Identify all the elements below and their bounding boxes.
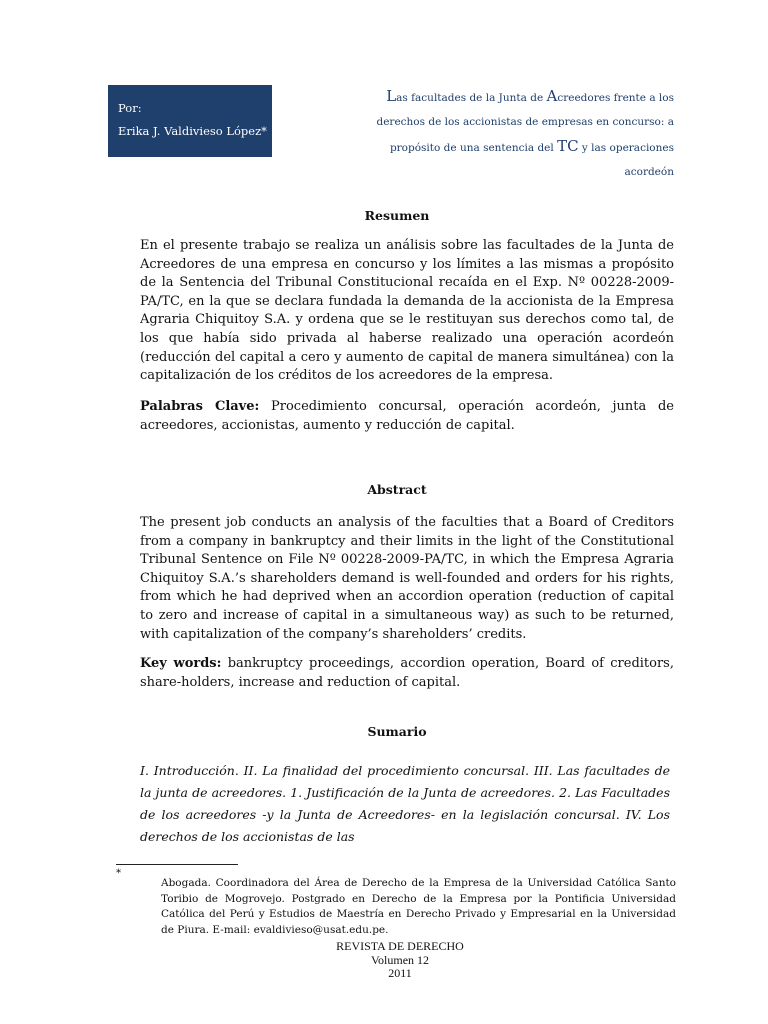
abstract-body: The present job conducts an analysis of the faculties that a Board of Creditors from a company in bankruptcy and their limits in the light of the Constitutional Tribunal Sentence on File Nº 00228-2009-PA/TC, in which the Empresa Agraria Chiquitoy S.A.’s shareholders demand is well-founded and orders for his rights, from which he had deprived when an accordion operation (reduction of capital to zero and increase of capital in a simultaneous way) as such to be returned, with capitalization of the company’s shareholders’ credits. xyxy=(140,515,674,642)
title-line-1 xyxy=(330,84,674,110)
abstract-keywords-label: Key words: xyxy=(140,656,222,671)
author-label: Por: xyxy=(118,101,142,115)
author-box xyxy=(108,85,272,157)
title-text-3: propósito de una sentencia del xyxy=(389,142,558,154)
title-tc: TC xyxy=(557,137,579,155)
author-name: Erika J. Valdivieso López* xyxy=(118,124,267,138)
article-title xyxy=(330,84,674,184)
resumen-keywords-label: Palabras Clave: xyxy=(140,399,260,414)
footnote-separator xyxy=(116,864,238,865)
journal-footer xyxy=(250,940,550,981)
title-text-2: creedores frente a los xyxy=(557,92,674,104)
sumario-body: I. Introducción. II. La finalidad del procedimiento concursal. III. Las facultades de la junta de acreedores. 1. Justificación de la Junta de acreedores. 2. Las Facultades de los acreedores -y la Junta de Acreedores- en la legislación concursal. IV. Los derechos de los accionistas de las xyxy=(140,763,670,844)
title-initial-a: A xyxy=(546,87,558,105)
footnote-mark: * xyxy=(116,868,121,879)
abstract-keywords-text: bankruptcy proceedings, accordion operation, Board of creditors, share-holders, increase and reduction of capital. xyxy=(140,656,674,690)
footnote-text: Abogada. Coordinadora del Área de Derecho de la Empresa de la Universidad Católica Santo Toribio de Mogrovejo. Postgrado en Derecho de la Empresa por la Pontificia Universidad Católica del Perú y Estudios de Maestría en Derecho Privado y Empresarial en la Universidad de Piura. E-mail: evaldivieso@usat.edu.pe. xyxy=(161,877,676,936)
title-text-1: as facultades de la Junta de xyxy=(396,92,547,104)
title-initial-l: L xyxy=(386,87,397,105)
resumen-keywords xyxy=(140,398,674,435)
resumen-body: En el presente trabajo se realiza un análisis sobre las facultades de la Junta de Acreedores de una empresa en concurso y los límites a las mismas a propósito de la Sentencia del Tribunal Constitucional recaída en el Exp. Nº 00228-2009-PA/TC, en la que se declara fundada la demanda de la accionista de la Empresa Agraria Chiquitoy S.A. y ordena que se le restituyan sus derechos como tal, de los que había sido privada al haberse realizado una operación acordeón (reducción del capital a cero y aumento de capital de manera simultánea) con la capitalización de los créditos de los acreedores de la empresa. xyxy=(140,238,674,384)
title-line-4: acordeón xyxy=(624,166,674,178)
resumen-heading: Resumen xyxy=(364,208,430,223)
abstract-keywords xyxy=(140,655,674,692)
title-text-4: y las operaciones xyxy=(578,142,674,154)
journal-year: 2011 xyxy=(388,966,412,980)
journal-volume: Volumen 12 xyxy=(370,952,430,967)
title-line-2: derechos de los accionistas de empresas en concurso: a xyxy=(376,116,674,128)
title-line-3 xyxy=(330,134,674,160)
journal-name: REVISTA DE DERECHO xyxy=(336,939,464,953)
resumen-keywords-text: Procedimiento concursal, operación acordeón, junta de acreedores, accionistas, aumento y reducción de capital. xyxy=(140,399,674,433)
abstract-heading: Abstract xyxy=(367,482,427,497)
sumario-heading: Sumario xyxy=(367,724,427,739)
